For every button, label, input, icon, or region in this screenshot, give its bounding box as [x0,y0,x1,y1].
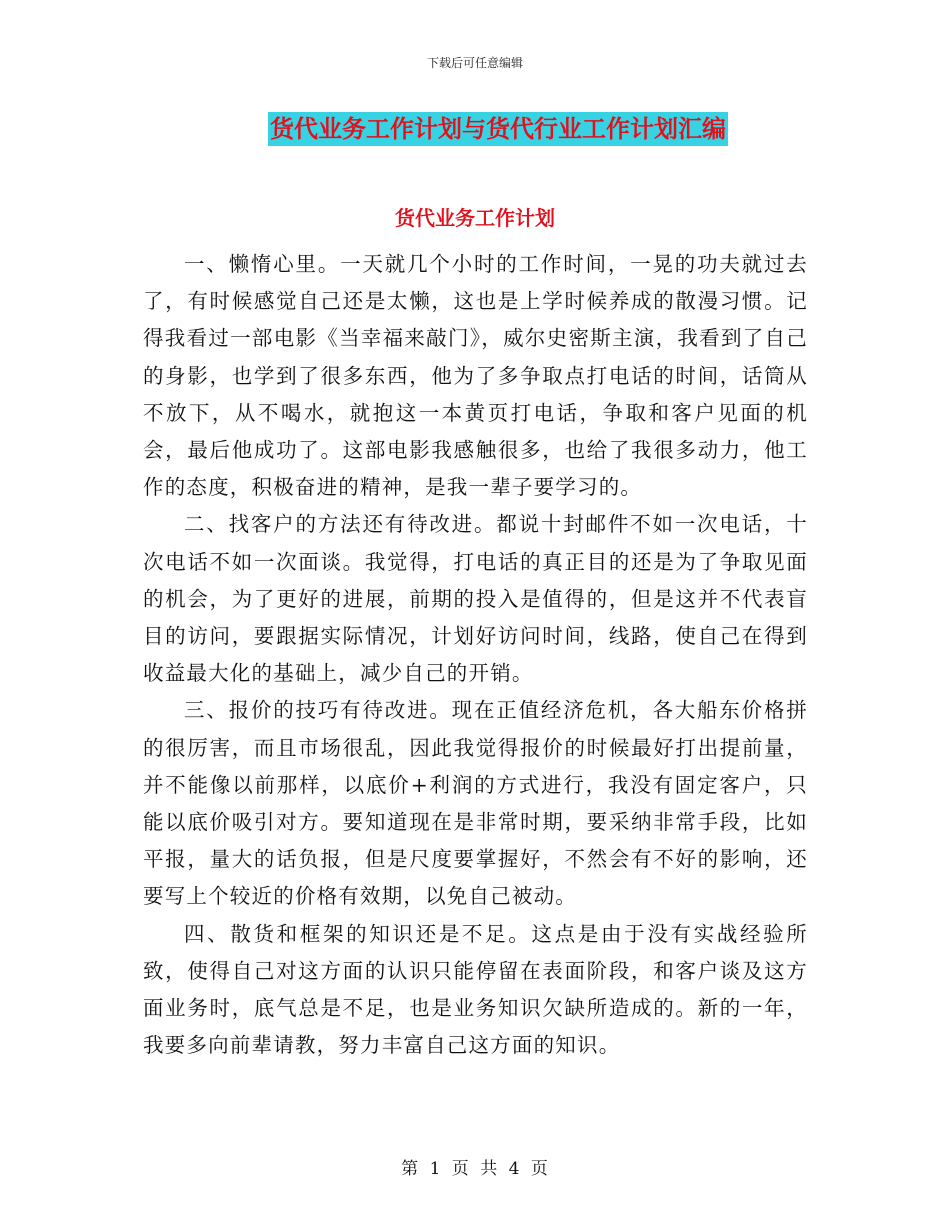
document-title: 货代业务工作计划与货代行业工作计划汇编 [268,112,728,146]
section-title: 货代业务工作计划 [395,206,555,230]
paragraph-1: 一、懒惰心里。一天就几个小时的工作时间，一晃的功夫就过去了，有时候感觉自己还是太懒，这也是上学时候养成的散漫习惯。记得我看过一部电影《当幸福来敲门》，威尔史密斯主演，我看到了自己的身影，也学到了很多东西，他为了多争取点打电话的时间，话筒从不放下，从不喝水，就抱这一本黄页打电话，争取和客户见面的机会，最后他成功了。这部电影我感触很多，也给了我很多动力，他工作的态度，积极奋进的精神，是我一辈子要学习的。 [143,252,808,500]
body-text [143,246,808,1064]
header-note: 下载后可任意编辑 [426,56,523,70]
paragraph-2: 二、找客户的方法还有待改进。都说十封邮件不如一次电话，十次电话不如一次面谈。我觉得，打电话的真正目的还是为了争取见面的机会，为了更好的进展，前期的投入是值得的，但是这并不代表盲目的访问，要跟据实际情况，计划好访问时间，线路，使自己在得到收益最大化的基础上，减少自己的开销。 [143,512,808,686]
paragraph-4: 四、散货和框架的知识还是不足。这点是由于没有实战经验所致，使得自己对这方面的认识只能停留在表面阶段，和客户谈及这方面业务时，底气总是不足，也是业务知识欠缺所造成的。新的一年，我要多向前辈请教，努力丰富自己这方面的知识。 [143,921,808,1058]
page-number-footer: 第 1 页 共 4 页 [401,1159,549,1179]
document-title-wrapper [0,112,950,146]
paragraph-3: 三、报价的技巧有待改进。现在正值经济危机，各大船东价格拼的很厉害，而且市场很乱，因此我觉得报价的时候最好打出提前量，并不能像以前那样，以底价+利润的方式进行，我没有固定客户，只能以底价吸引对方。要知道现在是非常时期，要采纳非常手段，比如平报，量大的话负报，但是尺度要掌握好，不然会有不好的影响，还要写上个较近的价格有效期，以免自己被动。 [143,698,808,909]
